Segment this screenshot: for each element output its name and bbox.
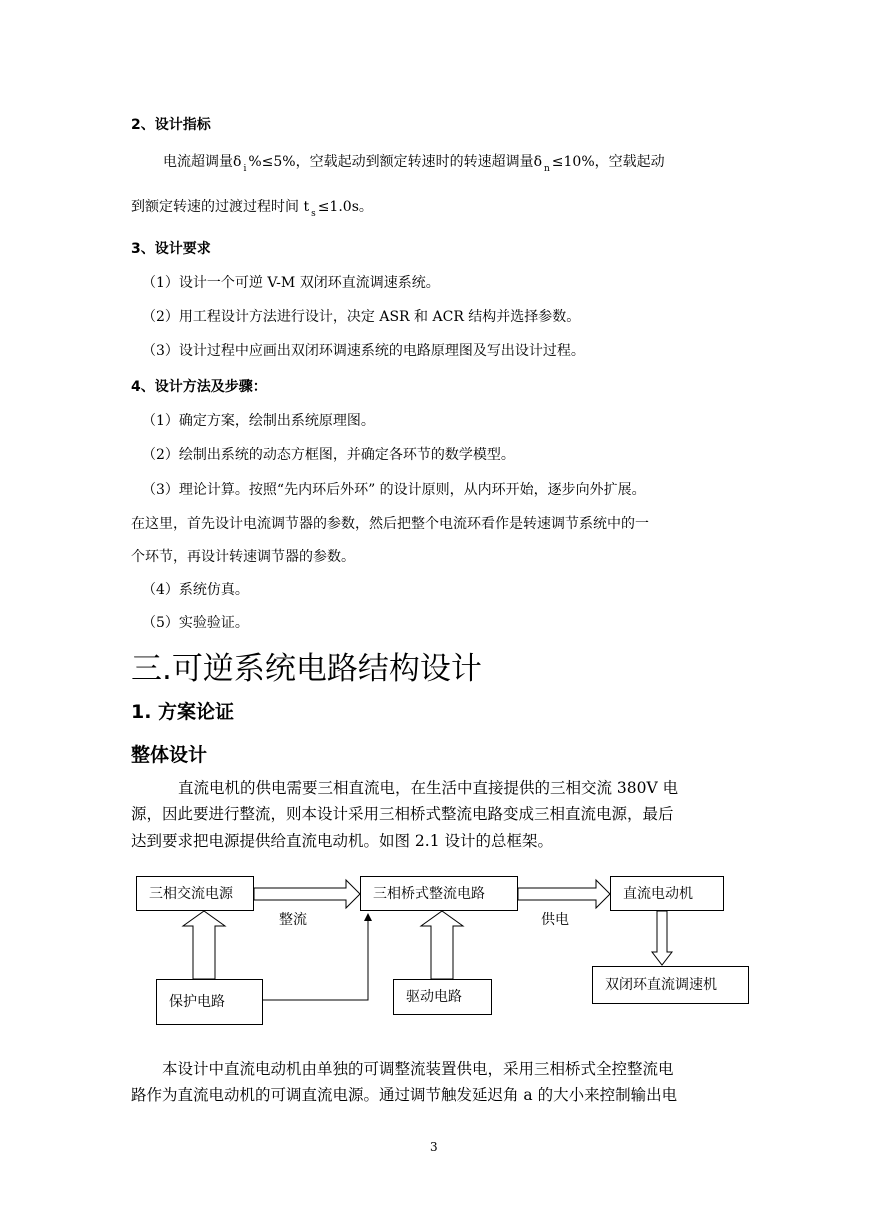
paragraph-line: 直流电机的供电需要三相直流电，在生活中直接提供的三相交流 380V 电 (178, 779, 679, 797)
hollow-arrow-down (652, 911, 672, 965)
text-span: ≤1.0s。 (317, 199, 373, 215)
box-dc-motor: 直流电动机 (610, 876, 724, 911)
box-rectifier-circuit: 三相桥式整流电路 (360, 876, 518, 911)
hollow-arrow-right (254, 880, 360, 908)
section-title: 1. 方案论证 (131, 701, 235, 723)
paragraph-line: 源，因此要进行整流，则本设计采用三相桥式整流电路变成三相直流电源，最后 (131, 805, 674, 823)
paragraph-line: 达到要求把电源提供给直流电动机。如图 2.1 设计的总框架。 (131, 832, 554, 850)
text-span: 电流超调量δ (163, 154, 242, 170)
method-item: （4）系统仿真。 (142, 582, 249, 598)
requirement-item: （2）用工程设计方法进行设计，决定 ASR 和 ACR 结构并选择参数。 (142, 309, 581, 325)
heading-design-requirements: 3、设计要求 (131, 241, 211, 257)
box-protection-circuit: 保护电路 (156, 979, 263, 1025)
paragraph-line: 路作为直流电动机的可调直流电源。通过调节触发延迟角 a 的大小来控制输出电 (131, 1086, 678, 1104)
page-number: 3 (430, 1140, 438, 1154)
hollow-arrow-up (421, 911, 463, 979)
text-span: 到额定转速的过渡过程时间 t (131, 199, 310, 215)
box-ac-source: 三相交流电源 (136, 876, 254, 911)
box-speed-control-system: 双闭环直流调速机 (592, 966, 749, 1004)
chapter-title: 三.可逆系统电路结构设计 (131, 651, 482, 687)
text-span: %≤5%，空载起动到额定转速时的转速超调量δ (248, 154, 542, 170)
subscript: i (243, 164, 247, 174)
method-item: （3）理论计算。按照“先内环后外环” 的设计原则，从内环开始，逐步向外扩展。 (142, 482, 646, 498)
text-span: ≤10%，空载起动 (551, 154, 665, 170)
requirement-item: （1）设计一个可逆 V-M 双闭环直流调速系统。 (142, 275, 440, 291)
method-item: （5）实验验证。 (142, 615, 249, 631)
heading-design-methods: 4、设计方法及步骤： (131, 379, 267, 395)
label-rectify: 整流 (279, 912, 307, 928)
hollow-arrow-up (183, 911, 225, 979)
paragraph-line: 本设计中直流电动机由单独的可调整流装置供电，采用三相桥式全控整流电 (162, 1060, 674, 1078)
subscript: n (544, 164, 550, 174)
hollow-arrow-right (518, 880, 610, 908)
method-item: （2）绘制出系统的动态方框图，并确定各环节的数学模型。 (142, 447, 515, 463)
heading-design-indicators: 2、设计指标 (131, 117, 211, 133)
requirement-item: （3）设计过程中应画出双闭环调速系统的电路原理图及写出设计过程。 (142, 343, 585, 359)
method-item: （1）确定方案，绘制出系统原理图。 (142, 413, 375, 429)
subsection-title: 整体设计 (131, 744, 208, 766)
subscript: s (311, 209, 316, 219)
method-item-continued: 个环节，再设计转速调节器的参数。 (131, 549, 355, 565)
box-drive-circuit: 驱动电路 (393, 979, 492, 1015)
method-item-continued: 在这里，首先设计电流调节器的参数，然后把整个电流环看作是转速调节系统中的一 (131, 516, 649, 532)
label-supply: 供电 (541, 912, 569, 928)
